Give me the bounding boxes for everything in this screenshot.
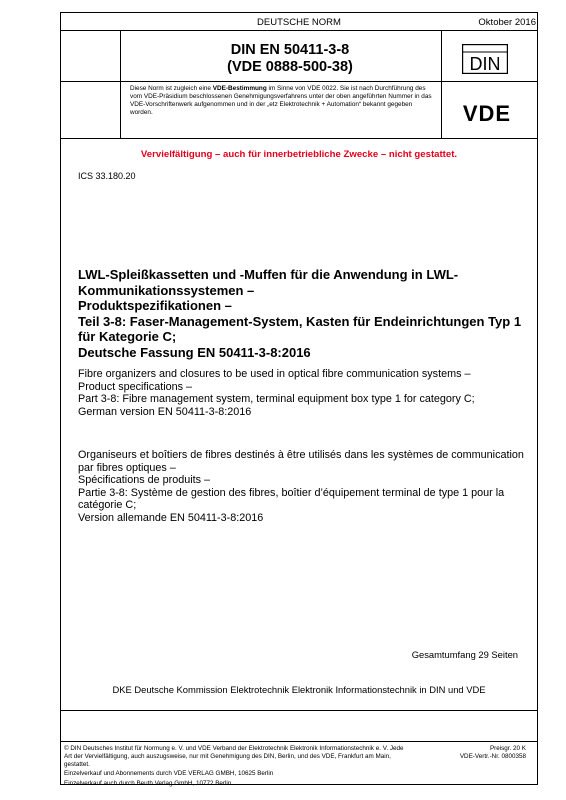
dke-rule [60,710,538,711]
title-french-line: Organiseurs et boîtiers de fibres destinés à être utilisés dans les systèmes de communication [78,449,524,461]
title-german [78,267,528,360]
header-mid-rule [60,81,538,82]
title-english-line: Part 3-8: Fibre management system, terminal equipment box type 1 for category C; [78,393,475,406]
norm-type-label: DEUTSCHE NORM [257,17,341,28]
header-bottom-rule [60,138,538,139]
header-left-divider [120,30,121,138]
reproduction-warning: Vervielfältigung – auch für innerbetriebliche Zwecke – nicht gestattet. [140,149,458,160]
header-top-rule [60,30,538,31]
title-english-line: German version EN 50411-3-8:2016 [78,405,252,418]
title-german-line: Teil 3-8: Faser-Management-System, Kasten für Endeinrichtungen Typ 1 [78,313,522,329]
title-german-line: Deutsche Fassung EN 50411-3-8:2016 [78,344,311,360]
title-english-line: Product specifications – [78,380,193,393]
standard-number: DIN EN 50411-3-8 [230,42,350,58]
title-english-line: Fibre organizers and closures to be used in optical fibre communication systems – [78,368,471,380]
title-german-line: LWL-Spleißkassetten und -Muffen für die Anwendung in LWL- [78,267,459,282]
title-french-line: catégorie C; [78,499,137,512]
dke-line: DKE Deutsche Kommission Elektrotechnik Elektronik Informationstechnik in DIN und VDE [112,684,486,695]
sales-info-beuth: Einzelverkauf auch durch Beuth Verlag GmbH, 10772 Berlin [64,780,232,787]
title-french-line: Version allemande EN 50411-3-8:2016 [78,511,264,524]
vde-logo [451,96,523,128]
title-german-line: Kommunikationssystemen – [78,282,255,298]
title-german-line: Produktspezifikationen – [78,298,232,313]
title-french-line: par fibres optiques – [78,461,176,474]
copyright-notice: © DIN Deutsches Institut für Normung e. V. und VDE Verband der Elektrotechnik Elektronik Informationstechnik e. V. Jede Art der Vervielfältigung, auch auszugsweise, nur mit Genehmigung des DIN, Berlin, und des VDE, Frankfurt am Main, gestattet. [64,745,404,768]
sales-info-vde: Einzelverkauf und Abonnements durch VDE VERLAG GMBH, 10625 Berlin [64,770,274,777]
vde-number: (VDE 0888-500-38) [227,59,353,75]
title-french [78,449,528,525]
price-info [460,745,526,761]
vde-notice: Diese Norm ist zugleich eine VDE-Bestimmung im Sinne von VDE 0022. Sie ist nach Durchführung des vom VDE-Präsidium beschlossenen Genehmigungsverfahrens unter der oben angeführten Nummer in das VDE-Vorschriftenwerk aufgenommen und in der „etz Elektrotechnik + Automation“ bekannt gegeben worden. [130,85,432,117]
total-pages: Gesamtumfang 29 Seiten [411,649,518,660]
din-logo [462,44,508,74]
vde-order-number: VDE-Vertr.-Nr. 0800358 [459,753,526,760]
header-right-divider [441,30,442,138]
svg-text:DIN: DIN [469,54,501,74]
price-group: Preisgr. 20 K [489,745,526,752]
ics-code: ICS 33.180.20 [78,171,136,181]
title-german-line: für Kategorie C; [78,329,177,344]
footer-rule [60,741,538,742]
title-french-line: Partie 3-8: Système de gestion des fibres, boîtier d’équipement terminal de type 1 pour la [78,486,505,499]
issue-date: Oktober 2016 [478,17,536,28]
title-french-line: Spécifications de produits – [78,474,211,487]
svg-text:VDE: VDE [462,101,512,126]
title-english [78,368,528,418]
